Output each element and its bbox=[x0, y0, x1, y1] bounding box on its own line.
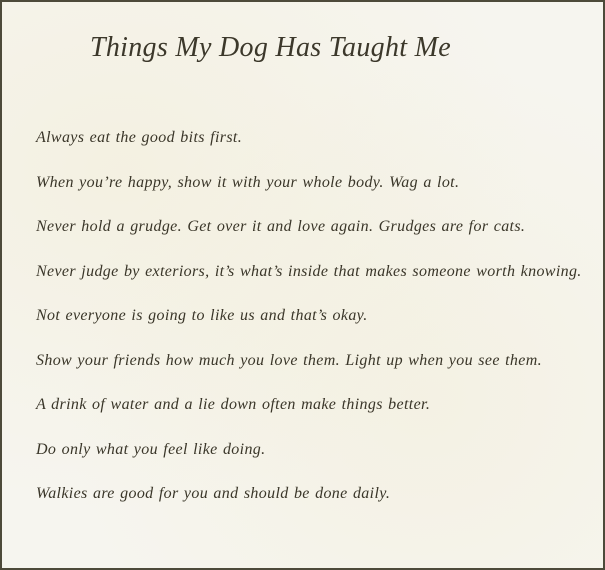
list-item: Not everyone is going to like us and that’s okay. bbox=[36, 307, 368, 324]
list-item: Never judge by exteriors, it’s what’s inside that makes someone worth knowing. bbox=[36, 262, 582, 280]
list-item: Always eat the good bits first. bbox=[36, 129, 243, 146]
list-item: Do only what you feel like doing. bbox=[36, 440, 266, 458]
list-item: A drink of water and a lie down often make things better. bbox=[36, 396, 431, 413]
list-item: Never hold a grudge. Get over it and love again. Grudges are for cats. bbox=[36, 218, 526, 235]
lesson-list bbox=[36, 129, 582, 530]
page-title: Things My Dog Has Taught Me bbox=[90, 32, 451, 63]
list-item: Show your friends how much you love them. Light up when you see them. bbox=[36, 351, 542, 369]
list-item: When you’re happy, show it with your whole body. Wag a lot. bbox=[36, 173, 460, 191]
list-item: Walkies are good for you and should be done daily. bbox=[36, 485, 391, 502]
